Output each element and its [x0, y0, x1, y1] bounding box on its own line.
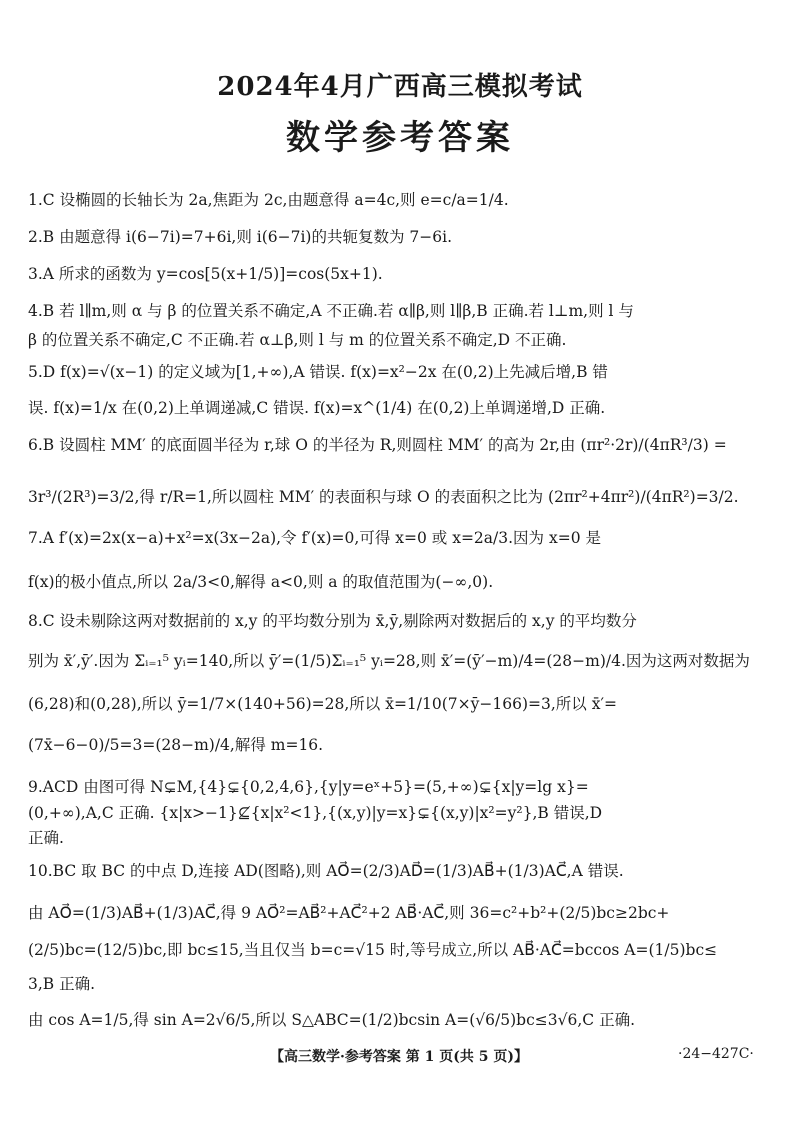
exam-title: 2024年4月广西高三模拟考试: [217, 72, 583, 102]
answer-line: 由 cos A=1/5,得 sin A=2√6/5,所以 S△ABC=(1/2)bcsin A=(√6/5)bc≤3√6,C 正确.: [28, 1011, 635, 1029]
answer-line: 别为 x̄′,ȳ′.因为 Σᵢ₌₁⁵ yᵢ=140,所以 ȳ′=(1/5)Σᵢ₌₁⁵ yᵢ=28,则 x̄′=(ȳ′−m)/4=(28−m)/4.因为这两对数据为: [28, 652, 750, 670]
answer-line: 1.C 设椭圆的长轴长为 2a,焦距为 2c,由题意得 a=4c,则 e=c/a=1/4.: [28, 191, 509, 209]
answer-line: 6.B 设圆柱 MM′ 的底面圆半径为 r,球 O 的半径为 R,则圆柱 MM′ 的高为 2r,由 (πr²·2r)/(4πR³/3) =: [28, 436, 727, 454]
footer-page-info: 【高三数学·参考答案 第 1 页(共 5 页)】: [270, 1049, 528, 1065]
answer-line: 3,B 正确.: [28, 975, 96, 993]
answer-line: 7.A f′(x)=2x(x−a)+x²=x(3x−2a),令 f′(x)=0,可得 x=0 或 x=2a/3.因为 x=0 是: [28, 529, 601, 547]
answer-line: 8.C 设未剔除这两对数据前的 x,y 的平均数分别为 x̄,ȳ,剔除两对数据后的 x,y 的平均数分: [28, 612, 637, 630]
answer-line: (2/5)bc=(12/5)bc,即 bc≤15,当且仅当 b=c=√15 时,等号成立,所以 AB⃗·AC⃗=bccos A=(1/5)bc≤: [28, 941, 718, 959]
answer-line: 4.B 若 l∥m,则 α 与 β 的位置关系不确定,A 不正确.若 α∥β,则 l∥β,B 正确.若 l⊥m,则 l 与: [28, 302, 634, 320]
answer-line: 3.A 所求的函数为 y=cos[5(x+1/5)]=cos(5x+1).: [28, 265, 383, 283]
answer-line: 3r³/(2R³)=3/2,得 r/R=1,所以圆柱 MM′ 的表面积与球 O 的表面积之比为 (2πr²+4πr²)/(4πR²)=3/2.: [28, 488, 739, 506]
answer-key-title: 数学参考答案: [286, 118, 514, 158]
answer-line: 正确.: [28, 829, 64, 847]
page-footer: [0, 1046, 800, 1066]
answer-line: f(x)的极小值点,所以 2a/3<0,解得 a<0,则 a 的取值范围为(−∞,0).: [28, 573, 494, 591]
answer-line: 由 AO⃗=(1/3)AB⃗+(1/3)AC⃗,得 9 AO⃗²=AB⃗²+AC⃗²+2 AB⃗·AC⃗,则 36=c²+b²+(2/5)bc≥2bc+: [28, 904, 670, 922]
answer-line: β 的位置关系不确定,C 不正确.若 α⊥β,则 l 与 m 的位置关系不确定,D 不正确.: [28, 331, 567, 349]
answer-line: 5.D f(x)=√(x−1) 的定义域为[1,+∞),A 错误. f(x)=x²−2x 在(0,2)上先减后增,B 错: [28, 363, 608, 381]
answer-line: 误. f(x)=1/x 在(0,2)上单调递减,C 错误. f(x)=x^(1/4) 在(0,2)上单调递增,D 正确.: [28, 399, 606, 417]
answer-line: 10.BC 取 BC 的中点 D,连接 AD(图略),则 AO⃗=(2/3)AD⃗=(1/3)AB⃗+(1/3)AC⃗,A 错误.: [28, 862, 624, 880]
answer-line: 9.ACD 由图可得 N⊊M,{4}⊊{0,2,4,6},{y|y=eˣ+5}=(5,+∞)⊊{x|y=lg x}=: [28, 778, 589, 796]
answer-line: 2.B 由题意得 i(6−7i)=7+6i,则 i(6−7i)的共轭复数为 7−6i.: [28, 228, 453, 246]
answer-line: (7x̄−6−0)/5=3=(28−m)/4,解得 m=16.: [28, 736, 324, 754]
answer-line: (6,28)和(0,28),所以 ȳ=1/7×(140+56)=28,所以 x̄=1/10(7×ȳ−166)=3,所以 x̄′=: [28, 695, 617, 713]
footer-doc-code: ·24−427C·: [678, 1046, 754, 1062]
answer-line: (0,+∞),A,C 正确. {x|x>−1}⊈{x|x²<1},{(x,y)|y=x}⊊{(x,y)|x²=y²},B 错误,D: [28, 804, 603, 822]
